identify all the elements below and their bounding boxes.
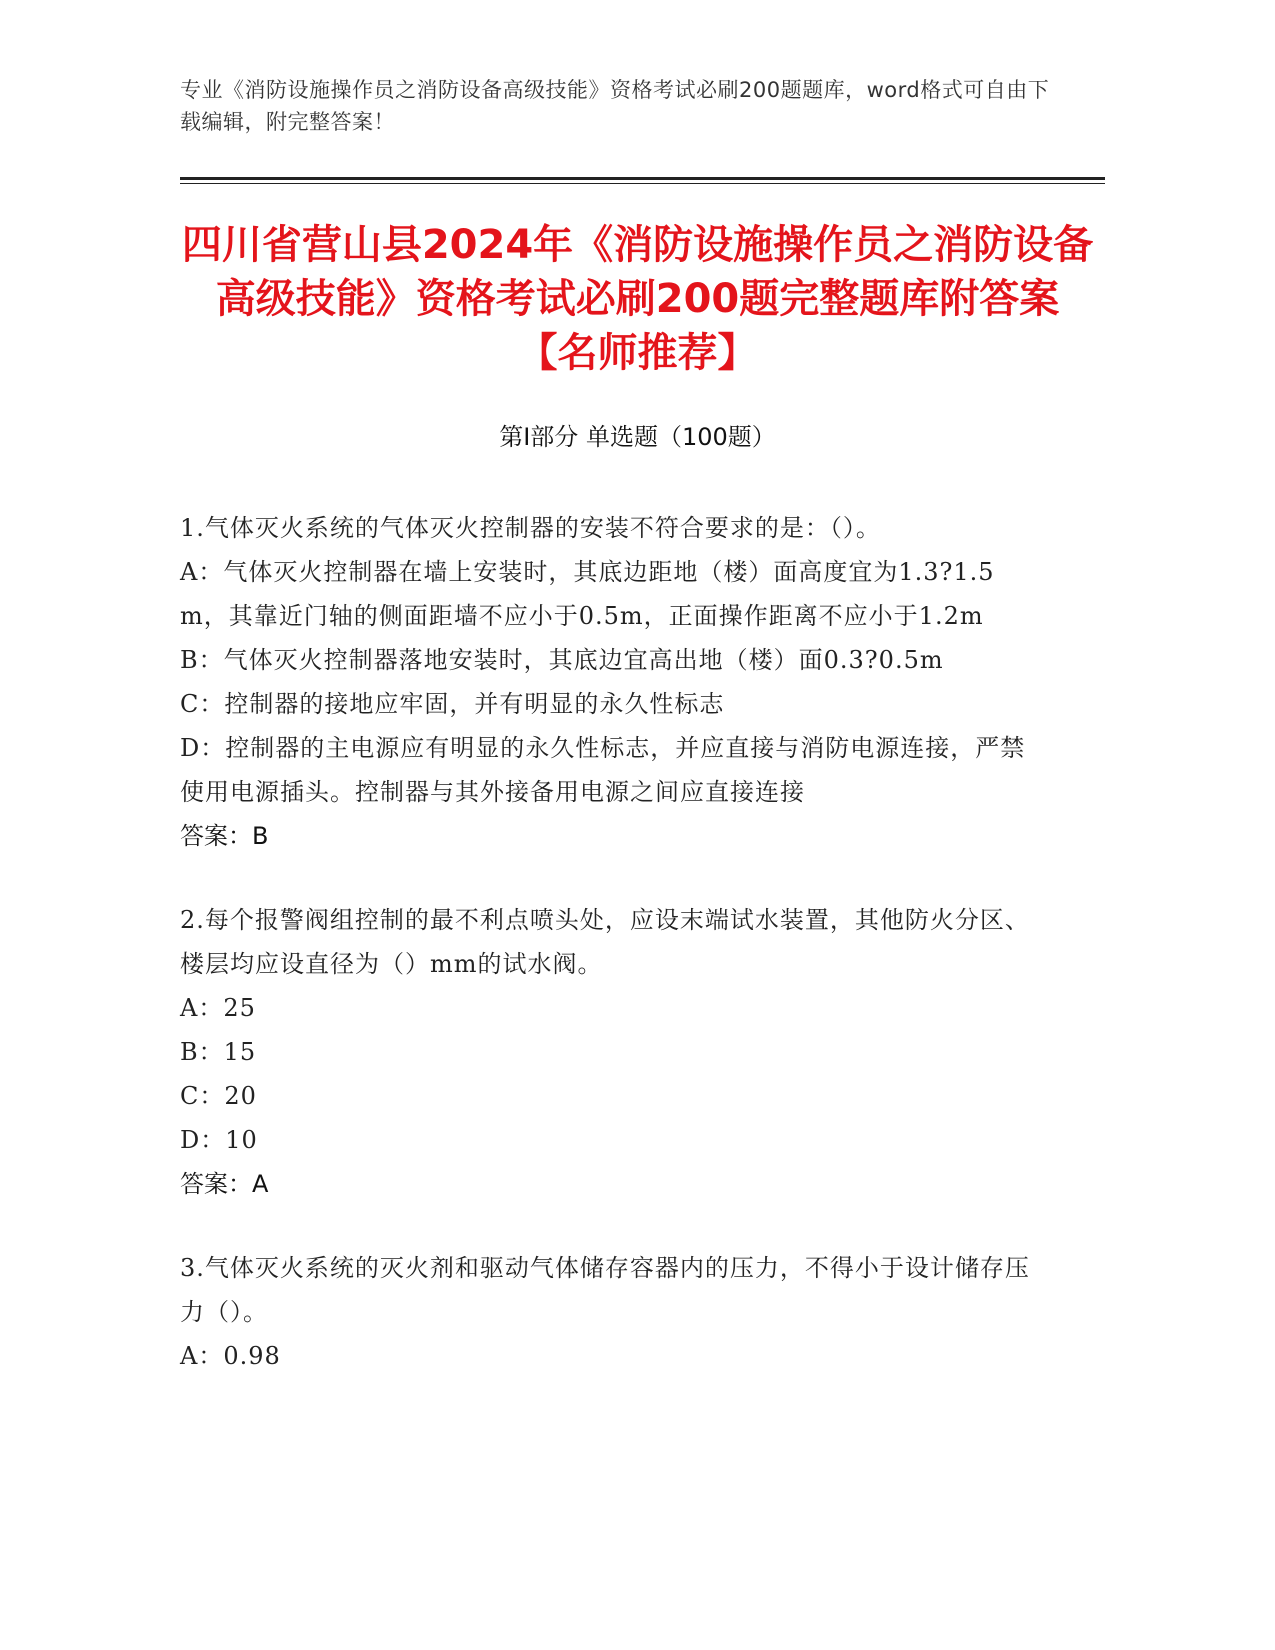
section-title: 第I部分 单选题（100题） — [499, 423, 776, 451]
option-a: A：0.98 — [180, 1342, 281, 1370]
option-b: B：气体灭火控制器落地安装时，其底边宜高出地（楼）面0.3?0.5m — [180, 646, 944, 674]
answer: 答案：A — [180, 1170, 269, 1198]
question-list — [180, 506, 1040, 1418]
document-title: 四川省营山县2024年《消防设施操作员之消防设备高级技能》资格考试必刷200题完整题库附答案【名师推荐】 — [181, 222, 1094, 376]
option-c: C：20 — [180, 1082, 257, 1110]
option-d: D：10 — [180, 1126, 258, 1154]
question-1 — [180, 506, 1040, 858]
question-stem: 1.气体灭火系统的气体灭火控制器的安装不符合要求的是：（）。 — [180, 514, 881, 542]
header-divider-thin — [180, 183, 1105, 184]
option-c: C：控制器的接地应牢固，并有明显的永久性标志 — [180, 690, 725, 718]
question-2 — [180, 898, 1040, 1206]
header-divider-thick — [180, 177, 1105, 180]
header-note: 专业《消防设施操作员之消防设备高级技能》资格考试必刷200题题库，word格式可自由下载编辑，附完整答案！ — [180, 78, 1050, 134]
option-a: A：25 — [180, 994, 256, 1022]
option-b: B：15 — [180, 1038, 257, 1066]
question-stem: 3.气体灭火系统的灭火剂和驱动气体储存容器内的压力，不得小于设计储存压力（）。 — [180, 1254, 1030, 1326]
question-3 — [180, 1246, 1040, 1378]
option-a: A：气体灭火控制器在墙上安装时，其底边距地（楼）面高度宜为1.3?1.5m，其靠近门轴的侧面距墙不应小于0.5m，正面操作距离不应小于1.2m — [180, 558, 995, 630]
answer: 答案：B — [180, 822, 269, 850]
option-d: D：控制器的主电源应有明显的永久性标志，并应直接与消防电源连接，严禁使用电源插头。控制器与其外接备用电源之间应直接连接 — [180, 734, 1026, 806]
question-stem: 2.每个报警阀组控制的最不利点喷头处，应设末端试水装置，其他防火分区、楼层均应设直径为（）mm的试水阀。 — [180, 906, 1030, 978]
